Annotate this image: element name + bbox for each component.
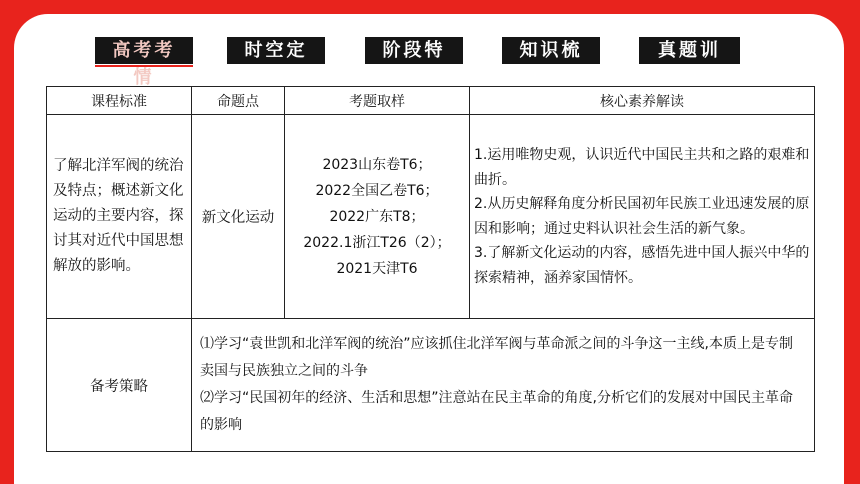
exam-analysis-table xyxy=(46,86,815,452)
strategy-text-cell xyxy=(192,319,815,452)
core-literacy-item: 1.运用唯物史观，认识近代中国民主共和之路的艰难和曲折。 xyxy=(474,147,810,188)
exam-sample: 2022.1浙江T26（2）； xyxy=(303,234,451,251)
table-row xyxy=(47,115,815,319)
strategy-label-cell: 备考策略 xyxy=(47,319,192,452)
exam-sample: 2023山东卷T6； xyxy=(322,156,432,173)
header-proposition-point: 命题点 xyxy=(192,87,285,115)
tab-past-exams[interactable]: 真题训练 xyxy=(639,37,740,64)
core-literacy-item: 2.从历史解释角度分析民国初年民族工业迅速发展的原因和影响；通过史料认识社会生活的新气象。 xyxy=(474,196,810,237)
exam-sample: 2021天津T6 xyxy=(336,260,418,277)
proposition-point-cell: 新文化运动 xyxy=(192,115,285,319)
exam-sample: 2022全国乙卷T6； xyxy=(315,182,439,199)
core-literacy-cell xyxy=(470,115,815,319)
tab-time-space[interactable]: 时空定位 xyxy=(227,37,325,64)
strategy-item: ⑴学习“袁世凯和北洋军阀的统治”应该抓住北洋军阀与革命派之间的斗争这一主线,本质上是专制卖国与民族独立之间的斗争 xyxy=(200,336,793,379)
tab-knowledge-review[interactable]: 知识梳理 xyxy=(502,37,600,64)
header-curriculum-standard: 课程标准 xyxy=(47,87,192,115)
exam-samples-cell xyxy=(285,115,470,319)
core-literacy-item: 3.了解新文化运动的内容，感悟先进中国人振兴中华的探索精神，涵养家国情怀。 xyxy=(474,245,810,286)
exam-sample: 2022广东T8； xyxy=(329,208,425,225)
table-row xyxy=(47,319,815,452)
curriculum-standard-cell: 了解北洋军阀的统治及特点；概述新文化运动的主要内容，探讨其对近代中国思想解放的影响。 xyxy=(47,115,192,319)
tab-stage-features[interactable]: 阶段特征 xyxy=(365,37,463,64)
header-core-literacy: 核心素养解读 xyxy=(470,87,815,115)
table-header-row xyxy=(47,87,815,115)
tab-exam-analysis[interactable]: 高考考情 xyxy=(95,37,193,64)
tab-bar xyxy=(0,37,860,88)
strategy-item: ⑵学习“民国初年的经济、生活和思想”注意站在民主革命的角度,分析它们的发展对中国民主革命的影响 xyxy=(200,390,793,433)
header-exam-samples: 考题取样 xyxy=(285,87,470,115)
